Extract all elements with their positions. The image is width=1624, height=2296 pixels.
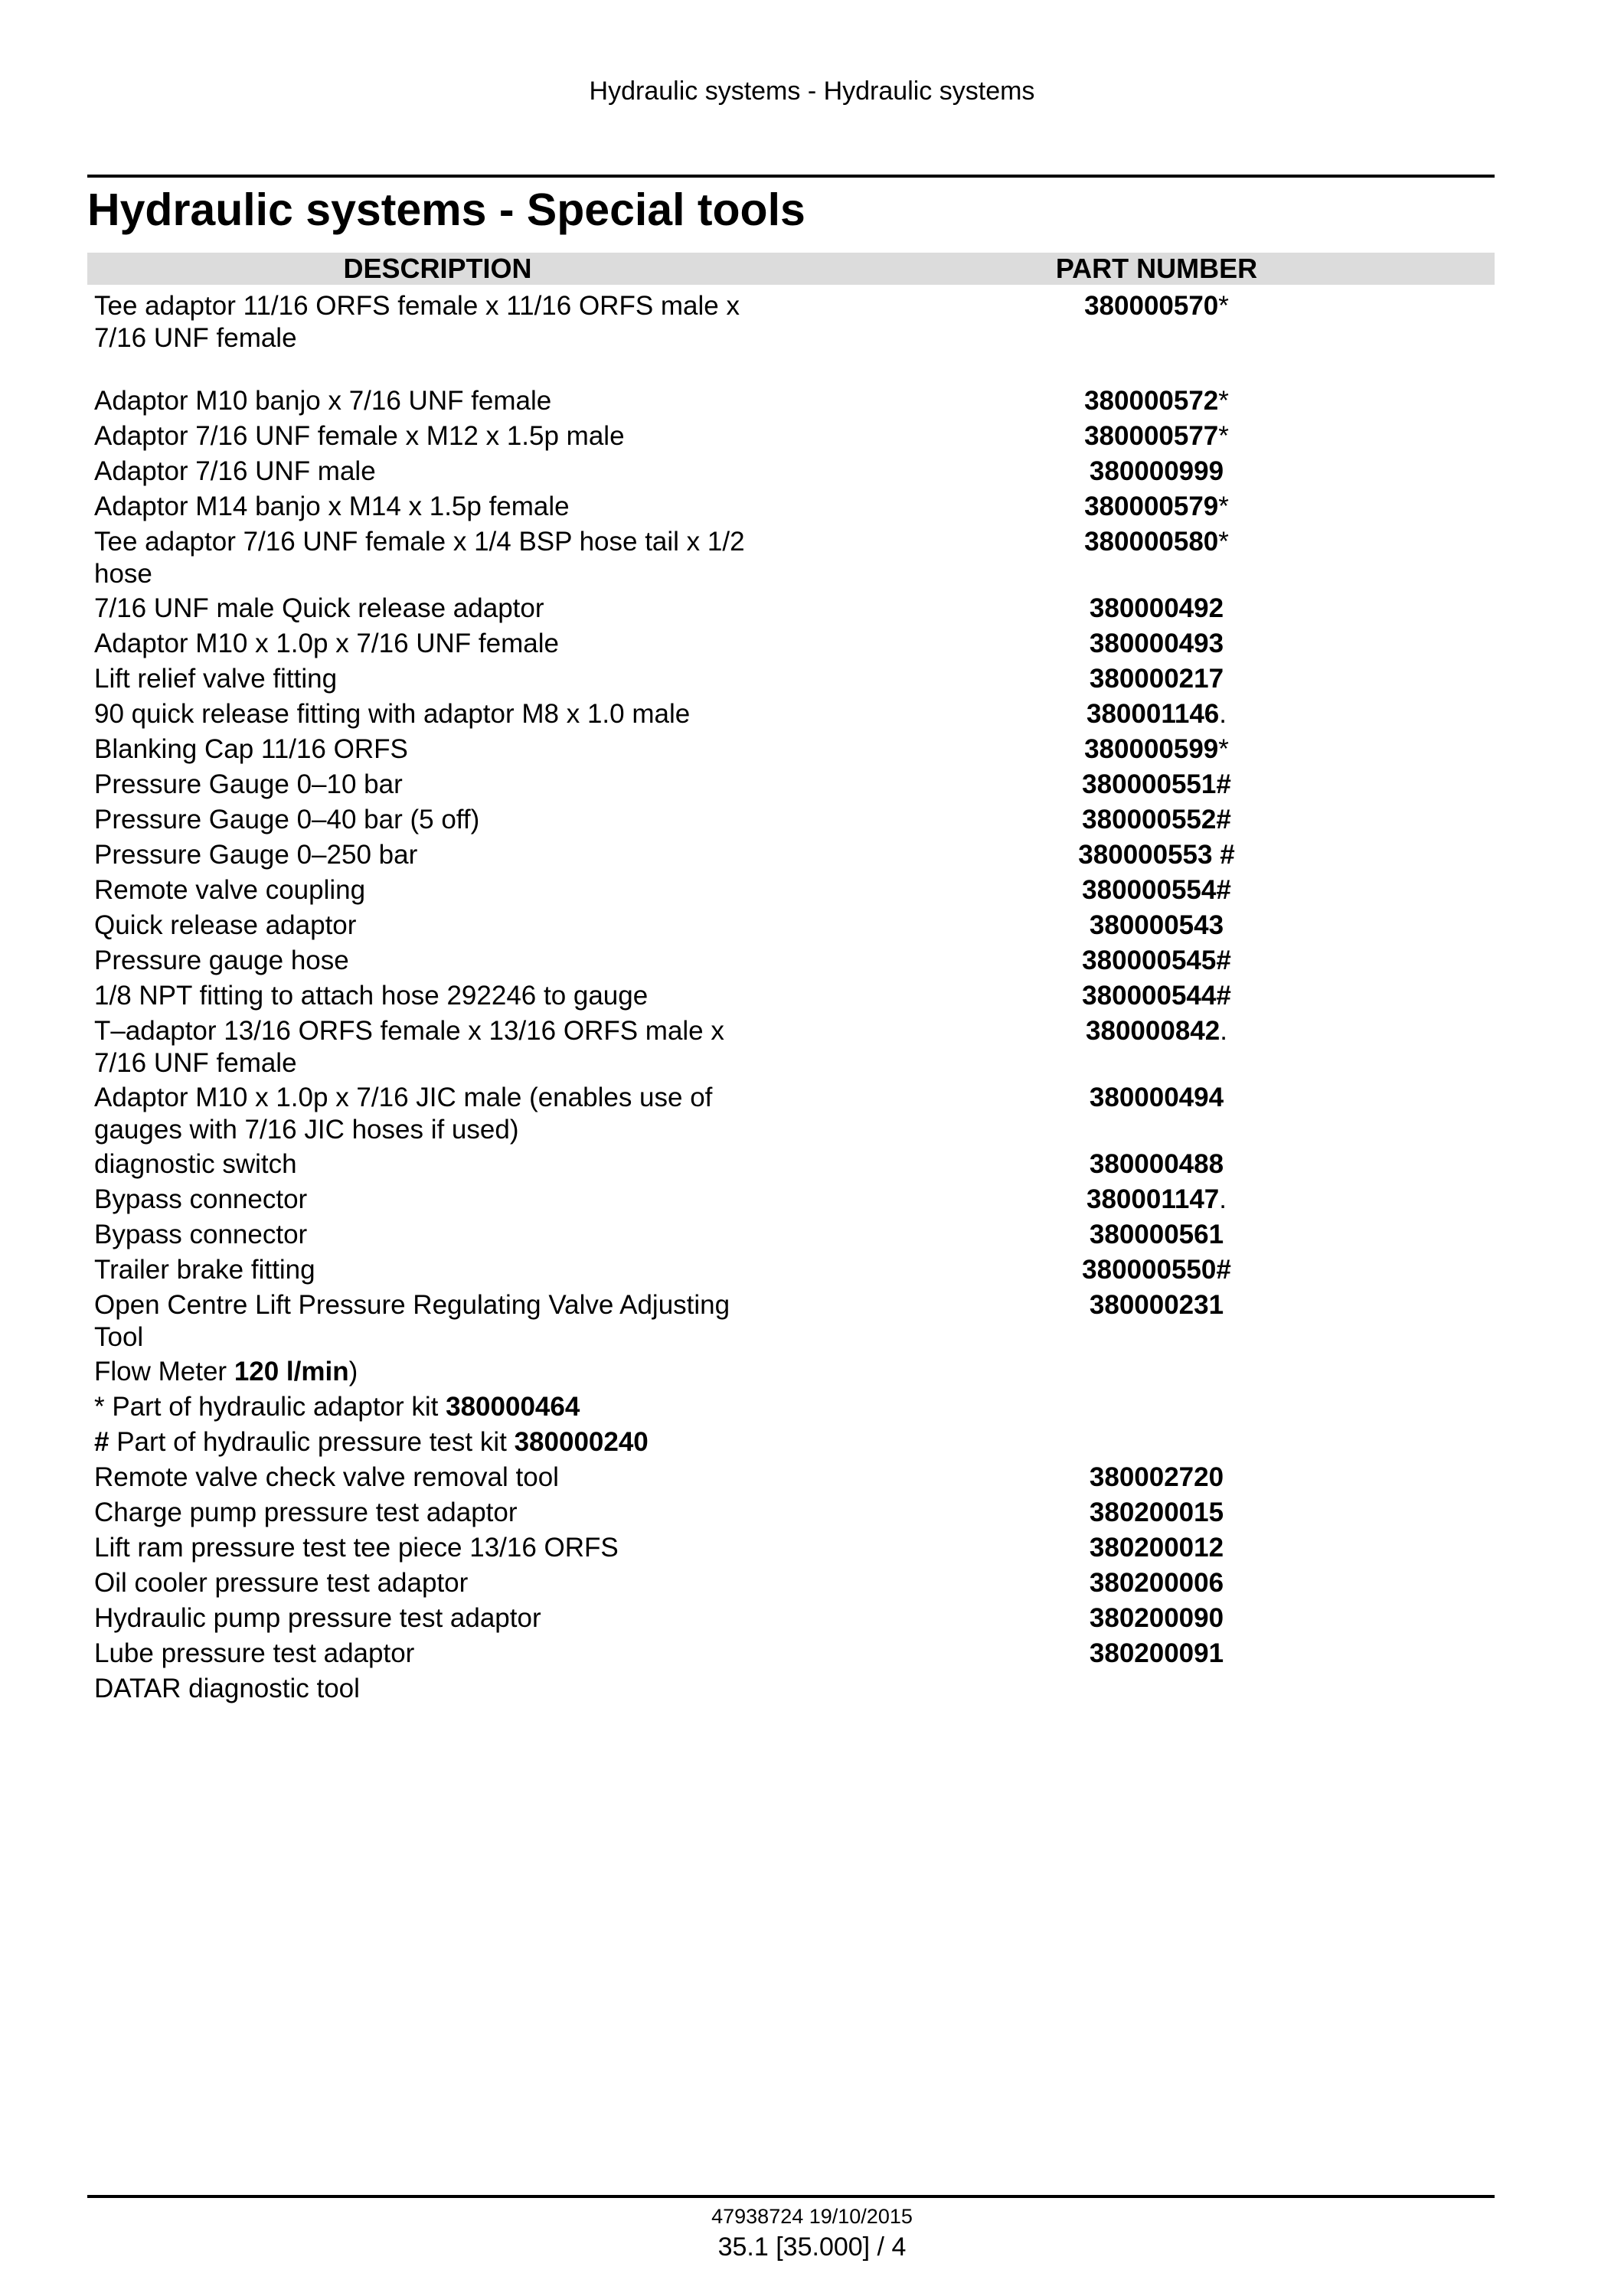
tool-description	[87, 1015, 788, 1082]
part-number-value: 380000554#	[1082, 875, 1231, 905]
tool-description	[87, 1148, 788, 1184]
description-text: 1/8 NPT fitting to attach hose 292246 to gauge	[94, 981, 649, 1011]
description-text: Blanking Cap 11/16 ORFS	[94, 734, 408, 764]
part-number-value: 380000543	[1089, 910, 1224, 940]
table-row	[87, 1497, 1495, 1532]
table-body	[87, 285, 1495, 1708]
part-number-value: 380000217	[1089, 664, 1224, 694]
part-number	[788, 945, 1495, 980]
part-number	[788, 526, 1495, 593]
part-number-value: 380001146	[1086, 699, 1220, 729]
description-text: Lift ram pressure test tee piece 13/16 ORFS	[94, 1533, 619, 1563]
table-row	[87, 1254, 1495, 1289]
part-number-value: 380000561	[1089, 1220, 1224, 1249]
table-header-row	[87, 253, 1495, 285]
description-text: Adaptor M10 x 1.0p x 7/16 JIC male (enables use of gauges with 7/16 JIC hoses if used)	[94, 1083, 713, 1145]
part-number	[788, 1082, 1495, 1148]
tool-description	[87, 385, 788, 420]
table-row	[87, 804, 1495, 839]
page-number: 35.1 [35.000] / 4	[717, 2232, 907, 2262]
table-row	[87, 628, 1495, 663]
description-text: 90 quick release fitting with adaptor M8 x 1.0 male	[94, 699, 691, 729]
part-number	[788, 1497, 1495, 1532]
description-text: Pressure gauge hose	[94, 946, 349, 975]
description-text: Quick release adaptor	[94, 910, 357, 940]
tool-description	[87, 663, 788, 698]
description-text: Lift relief valve fitting	[94, 664, 338, 694]
part-number-value: 380000551#	[1082, 769, 1231, 799]
description-text: Tee adaptor 11/16 ORFS female x 11/16 ORFS male x 7/16 UNF female	[94, 291, 740, 353]
description-text: * Part of hydraulic adaptor kit	[94, 1392, 446, 1422]
tool-description	[87, 945, 788, 980]
description-text: Adaptor M14 banjo x M14 x 1.5p female	[94, 492, 570, 521]
table-row	[87, 491, 1495, 526]
table-row	[87, 733, 1495, 769]
part-number-value: 380000572	[1084, 386, 1219, 416]
description-text: Pressure Gauge 0–40 bar (5 off)	[94, 805, 480, 834]
tool-description	[87, 1673, 788, 1708]
column-header-part-number: PART NUMBER	[788, 253, 1495, 285]
running-header: Hydraulic systems - Hydraulic systems	[589, 77, 1035, 106]
description-text: T–adaptor 13/16 ORFS female x 13/16 ORFS male x 7/16 UNF female	[94, 1016, 724, 1078]
part-number	[788, 1602, 1495, 1638]
description-text: Open Centre Lift Pressure Regulating Valve Adjusting Tool	[94, 1290, 730, 1352]
part-number-value: 380000552#	[1082, 805, 1231, 834]
tool-description	[87, 874, 788, 910]
column-header-description: DESCRIPTION	[87, 253, 788, 285]
part-number	[788, 385, 1495, 420]
part-number-value: 380000999	[1089, 456, 1224, 486]
description-text: diagnostic switch	[94, 1149, 297, 1179]
description-bold-text: 120 l/min	[234, 1357, 349, 1386]
table-row	[87, 593, 1495, 628]
tool-description	[87, 491, 788, 526]
description-text: Flow Meter	[94, 1357, 234, 1386]
part-number	[788, 874, 1495, 910]
part-number-value: 380000842	[1086, 1016, 1220, 1046]
tool-description	[87, 1254, 788, 1289]
table-row	[87, 456, 1495, 491]
table-row	[87, 526, 1495, 593]
table-row	[87, 1015, 1495, 1082]
description-text: Bypass connector	[94, 1220, 308, 1249]
part-number	[788, 1391, 1495, 1426]
description-text: Trailer brake fitting	[94, 1255, 315, 1285]
part-number	[788, 1567, 1495, 1602]
part-number-value: 380200015	[1089, 1497, 1224, 1527]
description-text: Adaptor M10 banjo x 7/16 UNF female	[94, 386, 552, 416]
description-text: Pressure Gauge 0–10 bar	[94, 769, 403, 799]
tool-description	[87, 804, 788, 839]
part-number-value: 380200006	[1089, 1568, 1224, 1598]
top-divider	[87, 175, 1495, 178]
table-row	[87, 1462, 1495, 1497]
part-number-suffix: *	[1218, 291, 1229, 321]
tool-description	[87, 1391, 788, 1426]
tool-description	[87, 593, 788, 628]
part-number-value: 380000231	[1089, 1290, 1224, 1320]
description-text: Remote valve coupling	[94, 875, 366, 905]
description-text: Tee adaptor 7/16 UNF female x 1/4 BSP hose tail x 1/2 hose	[94, 527, 745, 589]
description-text: Adaptor 7/16 UNF female x M12 x 1.5p male	[94, 421, 625, 451]
tool-description	[87, 733, 788, 769]
part-number	[788, 1638, 1495, 1673]
special-tools-table	[87, 253, 1495, 1708]
description-text: Oil cooler pressure test adaptor	[94, 1568, 469, 1598]
description-text: Part of hydraulic pressure test kit	[109, 1427, 515, 1457]
description-text: Bypass connector	[94, 1184, 308, 1214]
tool-description	[87, 1567, 788, 1602]
tool-description	[87, 980, 788, 1015]
tool-description	[87, 628, 788, 663]
part-number	[788, 593, 1495, 628]
table-row	[87, 1219, 1495, 1254]
description-text: Pressure Gauge 0–250 bar	[94, 840, 418, 870]
footnote-marker: #	[94, 1427, 109, 1457]
part-number	[788, 839, 1495, 874]
part-number	[788, 456, 1495, 491]
part-number	[788, 1673, 1495, 1708]
part-number-value: 380000580	[1084, 527, 1219, 557]
description-text: Lube pressure test adaptor	[94, 1638, 415, 1668]
part-number-suffix: *	[1218, 734, 1229, 764]
part-number	[788, 491, 1495, 526]
tool-description	[87, 1184, 788, 1219]
part-number-value: 380000553 #	[1078, 840, 1235, 870]
description-bold-text: 380000240	[514, 1427, 649, 1457]
table-row	[87, 945, 1495, 980]
part-number	[788, 628, 1495, 663]
part-number-suffix: *	[1218, 421, 1229, 451]
tool-description	[87, 1532, 788, 1567]
tool-description	[87, 285, 788, 385]
table-row	[87, 1391, 1495, 1426]
part-number	[788, 1015, 1495, 1082]
part-number	[788, 910, 1495, 945]
table-row	[87, 1673, 1495, 1708]
page-title: Hydraulic systems - Special tools	[87, 185, 805, 235]
part-number-value: 380001147	[1086, 1184, 1220, 1214]
tool-description	[87, 839, 788, 874]
tool-description	[87, 456, 788, 491]
part-number	[788, 1148, 1495, 1184]
part-number-suffix: .	[1219, 699, 1227, 729]
table-row	[87, 980, 1495, 1015]
table-row	[87, 839, 1495, 874]
tool-description	[87, 1497, 788, 1532]
table-row	[87, 1148, 1495, 1184]
table-row	[87, 1289, 1495, 1356]
part-number	[788, 980, 1495, 1015]
part-number-value: 380000493	[1089, 629, 1224, 658]
table-row	[87, 1082, 1495, 1148]
table-row	[87, 663, 1495, 698]
table-row	[87, 1532, 1495, 1567]
part-number-value: 380000492	[1089, 593, 1224, 623]
part-number-value: 380200091	[1089, 1638, 1224, 1668]
description-trailing-text: )	[348, 1357, 358, 1386]
part-number-value: 380000550#	[1082, 1255, 1231, 1285]
table-row	[87, 1426, 1495, 1462]
part-number-suffix: *	[1218, 386, 1229, 416]
tool-description	[87, 1426, 788, 1462]
part-number	[788, 804, 1495, 839]
part-number	[788, 1462, 1495, 1497]
table-row	[87, 420, 1495, 456]
description-text: DATAR diagnostic tool	[94, 1674, 360, 1703]
table-row	[87, 698, 1495, 733]
description-text: 7/16 UNF male Quick release adaptor	[94, 593, 544, 623]
part-number-suffix: .	[1219, 1184, 1227, 1214]
part-number	[788, 1426, 1495, 1462]
bottom-divider	[87, 2195, 1495, 2198]
part-number-suffix: *	[1218, 527, 1229, 557]
tool-description	[87, 526, 788, 593]
description-text: Charge pump pressure test adaptor	[94, 1497, 518, 1527]
part-number	[788, 1184, 1495, 1219]
table-row	[87, 874, 1495, 910]
tool-description	[87, 1082, 788, 1148]
part-number-value: 380002720	[1089, 1462, 1224, 1492]
document-reference: 47938724 19/10/2015	[711, 2205, 913, 2228]
part-number-value: 380000579	[1084, 492, 1219, 521]
part-number-value: 380000570	[1084, 291, 1219, 321]
tool-description	[87, 1602, 788, 1638]
table-row	[87, 910, 1495, 945]
part-number	[788, 698, 1495, 733]
part-number	[788, 1289, 1495, 1356]
tool-description	[87, 698, 788, 733]
part-number-suffix: .	[1220, 1016, 1227, 1046]
part-number-value: 380000488	[1089, 1149, 1224, 1179]
tool-description	[87, 1219, 788, 1254]
tool-description	[87, 910, 788, 945]
part-number	[788, 285, 1495, 385]
part-number	[788, 420, 1495, 456]
table-row	[87, 1638, 1495, 1673]
tool-description	[87, 1462, 788, 1497]
part-number	[788, 1254, 1495, 1289]
part-number	[788, 1219, 1495, 1254]
part-number-value: 380200012	[1089, 1533, 1224, 1563]
description-bold-text: 380000464	[446, 1392, 580, 1422]
description-text: Adaptor M10 x 1.0p x 7/16 UNF female	[94, 629, 559, 658]
tool-description	[87, 769, 788, 804]
description-text: Remote valve check valve removal tool	[94, 1462, 559, 1492]
table-row	[87, 1184, 1495, 1219]
part-number	[788, 1532, 1495, 1567]
description-text: Hydraulic pump pressure test adaptor	[94, 1603, 541, 1633]
table-row	[87, 769, 1495, 804]
table-row	[87, 385, 1495, 420]
part-number-value: 380200090	[1089, 1603, 1224, 1633]
part-number	[788, 769, 1495, 804]
part-number	[788, 663, 1495, 698]
table-row	[87, 1602, 1495, 1638]
part-number-value: 380000545#	[1082, 946, 1231, 975]
tool-description	[87, 420, 788, 456]
part-number-value: 380000599	[1084, 734, 1219, 764]
table-row	[87, 1356, 1495, 1391]
part-number	[788, 733, 1495, 769]
table-row	[87, 285, 1495, 385]
tool-description	[87, 1289, 788, 1356]
description-text: Adaptor 7/16 UNF male	[94, 456, 376, 486]
part-number-value: 380000544#	[1082, 981, 1231, 1011]
part-number-value: 380000494	[1089, 1083, 1224, 1112]
tool-description	[87, 1638, 788, 1673]
part-number-value: 380000577	[1084, 421, 1219, 451]
table-row	[87, 1567, 1495, 1602]
part-number	[788, 1356, 1495, 1391]
tool-description	[87, 1356, 788, 1391]
part-number-suffix: *	[1218, 492, 1229, 521]
